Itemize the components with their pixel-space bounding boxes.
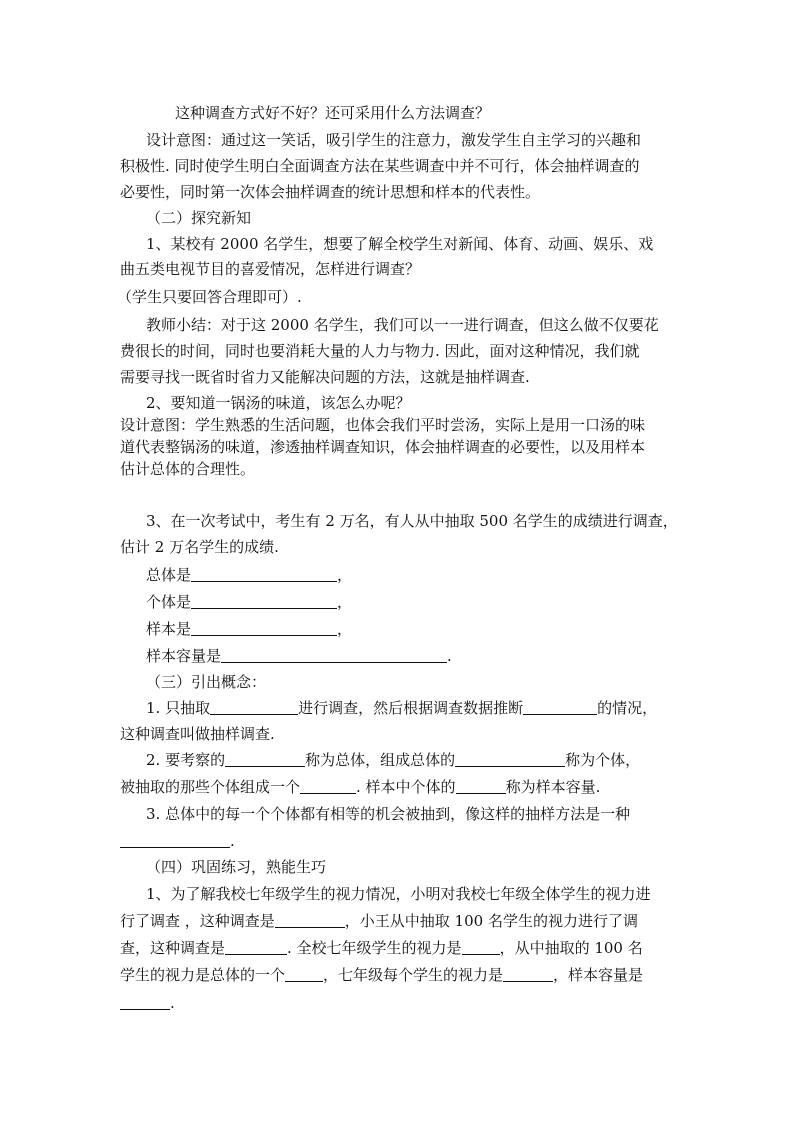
- section-heading: （三）引出概念：: [146, 673, 267, 691]
- text-span: 的情况，: [597, 699, 658, 717]
- fill-in-line: [120, 911, 680, 931]
- text-span: 1. 只抽取: [146, 699, 211, 717]
- text-line: 2、要知道一锅汤的味道，该怎么办呢？: [146, 394, 411, 412]
- text-span: . 样本中个体的: [356, 778, 456, 796]
- text-line: 需要寻找一既省时省力又能解决问题的方法，这就是抽样调查.: [120, 368, 530, 386]
- fill-in-line: [146, 698, 706, 718]
- fill-in-line: [120, 777, 680, 797]
- answer-blank[interactable]: [191, 620, 337, 636]
- text-span: 被抽取的那些个体组成一个: [120, 778, 301, 796]
- text-line: 设计意图：通过这一笑话，吸引学生的注意力，激发学生自主学习的兴趣和: [146, 131, 642, 149]
- fill-in-line: [146, 646, 706, 666]
- answer-blank[interactable]: [221, 647, 447, 663]
- fill-in-line: [146, 565, 706, 585]
- fill-in-line: [120, 938, 680, 958]
- answer-blank[interactable]: [275, 912, 345, 928]
- text-span: .: [170, 994, 175, 1012]
- text-line: 道代表整锅汤的味道，渗透抽样调查知识，体会抽样调查的必要性，以及用样本: [120, 438, 646, 456]
- text-line: 这种调查叫做抽样调查.: [120, 725, 275, 743]
- answer-blank[interactable]: [225, 939, 287, 955]
- answer-blank[interactable]: [285, 966, 323, 982]
- answer-blank[interactable]: [210, 699, 298, 715]
- answer-blank[interactable]: [191, 566, 337, 582]
- fill-in-line: [146, 750, 706, 770]
- fill-in-line: [146, 592, 706, 612]
- text-line: 估计总体的合理性。: [120, 460, 256, 478]
- answer-blank[interactable]: [523, 699, 597, 715]
- text-span: 进行调查，然后根据调查数据推断: [298, 699, 524, 717]
- text-line: 积极性. 同时使学生明白全面调查方法在某些调查中并不可行，体会抽样调查的: [120, 157, 640, 175]
- text-line: 1、为了解我校七年级学生的视力情况，小明对我校七年级全体学生的视力进: [146, 885, 651, 903]
- text-span: 样本是: [146, 620, 192, 638]
- text-line: 估计 2 万名学生的成绩.: [120, 538, 279, 556]
- answer-blank[interactable]: [225, 751, 305, 767]
- fill-in-line: [120, 831, 680, 851]
- text-line: （学生只要回答合理即可）.: [117, 288, 302, 306]
- text-span: ，: [337, 566, 353, 584]
- text-span: 2. 要考察的: [146, 751, 226, 769]
- answer-blank[interactable]: [503, 966, 553, 982]
- text-line: 教师小结：对于这 2000 名学生，我们可以一一进行调查，但这么做不仅要花: [146, 316, 659, 334]
- text-span: ，: [337, 620, 353, 638]
- text-span: 查，这种调查是: [120, 939, 226, 957]
- fill-in-line: [120, 965, 680, 985]
- section-heading: （二）探究新知: [146, 209, 252, 227]
- text-span: 行了调查 ，这种调查是: [120, 912, 275, 930]
- answer-blank[interactable]: [120, 832, 230, 848]
- text-line: 3. 总体中的每一个个体都有相等的机会被抽到，像这样的抽样方法是一种: [146, 805, 631, 823]
- answer-blank[interactable]: [191, 593, 337, 609]
- text-span: .: [230, 832, 235, 850]
- text-span: . 全校七年级学生的视力是: [287, 939, 462, 957]
- text-span: ，: [337, 593, 353, 611]
- text-span: 总体是: [146, 566, 192, 584]
- fill-in-line: [120, 993, 680, 1013]
- answer-blank[interactable]: [462, 939, 500, 955]
- text-line: 曲五类电视节目的喜爱情况，怎样进行调查？: [120, 260, 421, 278]
- fill-in-line: [146, 619, 706, 639]
- text-span: 样本容量是: [146, 647, 222, 665]
- answer-blank[interactable]: [455, 751, 565, 767]
- section-heading: （四）巩固练习，熟能生巧: [146, 858, 327, 876]
- answer-blank[interactable]: [120, 994, 170, 1010]
- text-span: 称为总体，组成总体的: [305, 751, 456, 769]
- text-span: .: [447, 647, 452, 665]
- text-span: 称为个体，: [565, 751, 641, 769]
- answer-blank[interactable]: [300, 778, 356, 794]
- text-span: ，样本容量是: [553, 966, 644, 984]
- answer-blank[interactable]: [456, 778, 506, 794]
- text-line: 费很长的时间，同时也要消耗大量的人力与物力. 因此，面对这种情况，我们就: [120, 342, 640, 360]
- text-span: ，七年级每个学生的视力是: [323, 966, 504, 984]
- text-span: ，小王从中抽取 100 名学生的视力进行了调: [344, 912, 638, 930]
- text-span: 学生的视力是总体的一个: [120, 966, 286, 984]
- text-span: ，从中抽取的 100 名: [499, 939, 643, 957]
- text-line: 必要性，同时第一次体会抽样调查的统计思想和样本的代表性。: [120, 183, 541, 201]
- text-line: 1、某校有 2000 名学生，想要了解全校学生对新闻、体育、动画、娱乐、戏: [146, 235, 654, 253]
- text-span: 个体是: [146, 593, 192, 611]
- text-span: 称为样本容量.: [505, 778, 601, 796]
- text-line: 3、在一次考试中，考生有 2 万名，有人从中抽取 500 名学生的成绩进行调查，: [146, 512, 678, 530]
- text-line: 这种调查方式好不好？还可采用什么方法调查？: [175, 104, 491, 122]
- text-line: 设计意图：学生熟悉的生活问题，也体会我们平时尝汤，实际上是用一口汤的味: [120, 416, 646, 434]
